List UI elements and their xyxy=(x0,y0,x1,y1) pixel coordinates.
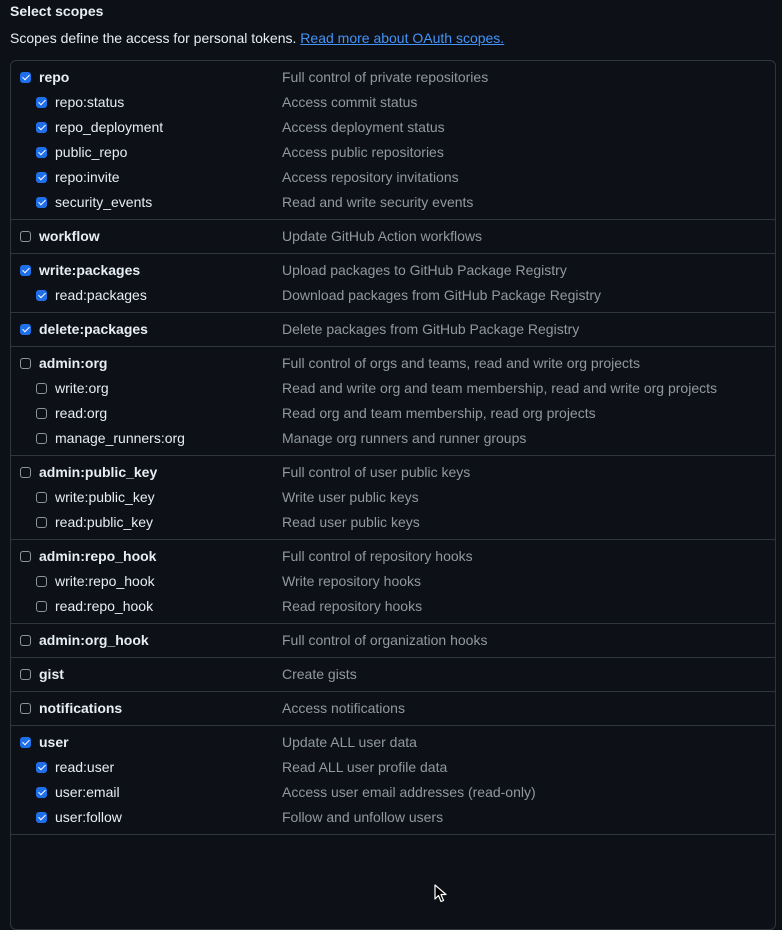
scope-description: Follow and unfollow users xyxy=(282,809,444,825)
scope-name[interactable]: notifications xyxy=(39,700,123,716)
scope-checkbox[interactable] xyxy=(20,551,31,562)
scope-group-5 xyxy=(11,456,775,540)
scope-description: Read and write security events xyxy=(282,194,474,210)
scope-group-4 xyxy=(11,347,775,456)
scope-name[interactable]: read:packages xyxy=(55,287,147,303)
scope-row xyxy=(11,730,775,755)
scope-description: Read user public keys xyxy=(282,514,420,530)
scope-checkbox[interactable] xyxy=(36,290,47,301)
scope-row xyxy=(11,544,775,569)
scope-description: Full control of private repositories xyxy=(282,69,489,85)
scope-checkbox[interactable] xyxy=(36,492,47,503)
scope-subrow xyxy=(11,510,775,535)
scope-subrow xyxy=(11,140,775,165)
scope-row xyxy=(11,696,775,721)
scope-name[interactable]: user xyxy=(39,734,69,750)
scope-checkbox[interactable] xyxy=(36,383,47,394)
scope-subrow xyxy=(11,190,775,215)
scope-name[interactable]: write:repo_hook xyxy=(55,573,155,589)
scope-name[interactable]: repo xyxy=(39,69,70,85)
scope-name[interactable]: admin:org_hook xyxy=(39,632,149,648)
scope-name[interactable]: user:email xyxy=(55,784,120,800)
scope-group-2 xyxy=(11,254,775,313)
description-text: Scopes define the access for personal tokens. xyxy=(10,30,297,46)
scope-checkbox[interactable] xyxy=(20,265,31,276)
scope-description: Read org and team membership, read org projects xyxy=(282,405,596,421)
scope-description: Full control of orgs and teams, read and write org projects xyxy=(282,355,640,371)
scope-name[interactable]: user:follow xyxy=(55,809,122,825)
scopes-list xyxy=(10,60,776,930)
scope-name[interactable]: admin:repo_hook xyxy=(39,548,157,564)
scope-description: Create gists xyxy=(282,666,357,682)
scope-description: Write user public keys xyxy=(282,489,419,505)
scope-name[interactable]: workflow xyxy=(39,228,100,244)
scope-name[interactable]: manage_runners:org xyxy=(55,430,185,446)
scope-subrow xyxy=(11,569,775,594)
scope-row xyxy=(11,317,775,342)
mouse-pointer-icon xyxy=(434,884,448,904)
scope-checkbox[interactable] xyxy=(36,197,47,208)
section-title: Select scopes xyxy=(10,3,104,19)
scope-description: Full control of user public keys xyxy=(282,464,471,480)
scope-checkbox[interactable] xyxy=(36,172,47,183)
scope-group-7 xyxy=(11,624,775,658)
scope-description: Access notifications xyxy=(282,700,405,716)
scope-row xyxy=(11,662,775,687)
scope-checkbox[interactable] xyxy=(20,358,31,369)
scope-row xyxy=(11,628,775,653)
scope-checkbox[interactable] xyxy=(20,231,31,242)
scope-subrow xyxy=(11,780,775,805)
scope-subrow xyxy=(11,376,775,401)
scope-subrow xyxy=(11,115,775,140)
scope-group-6 xyxy=(11,540,775,624)
scope-row xyxy=(11,258,775,283)
oauth-scopes-link[interactable]: Read more about OAuth scopes. xyxy=(300,30,505,46)
scope-row xyxy=(11,351,775,376)
scope-checkbox[interactable] xyxy=(20,72,31,83)
scope-subrow xyxy=(11,90,775,115)
scope-checkbox[interactable] xyxy=(20,324,31,335)
scope-description: Download packages from GitHub Package Registry xyxy=(282,287,602,303)
scope-checkbox[interactable] xyxy=(36,787,47,798)
scope-subrow xyxy=(11,426,775,451)
scope-name[interactable]: read:repo_hook xyxy=(55,598,154,614)
scope-checkbox[interactable] xyxy=(20,737,31,748)
scope-row xyxy=(11,460,775,485)
scope-group-10 xyxy=(11,726,775,835)
scope-name[interactable]: write:org xyxy=(55,380,109,396)
scope-subrow xyxy=(11,283,775,308)
scope-checkbox[interactable] xyxy=(36,408,47,419)
scope-group-8 xyxy=(11,658,775,692)
scope-name[interactable]: public_repo xyxy=(55,144,128,160)
scope-name[interactable]: read:user xyxy=(55,759,115,775)
scope-name[interactable]: write:public_key xyxy=(55,489,155,505)
scope-description: Manage org runners and runner groups xyxy=(282,430,527,446)
scope-subrow xyxy=(11,485,775,510)
scope-description: Read repository hooks xyxy=(282,598,423,614)
section-description xyxy=(10,30,504,46)
scope-name[interactable]: read:org xyxy=(55,405,108,421)
scope-subrow xyxy=(11,755,775,780)
scope-checkbox[interactable] xyxy=(36,601,47,612)
scope-description: Upload packages to GitHub Package Registry xyxy=(282,262,567,278)
scope-description: Access public repositories xyxy=(282,144,444,160)
scope-subrow xyxy=(11,401,775,426)
scope-checkbox[interactable] xyxy=(36,147,47,158)
scope-checkbox[interactable] xyxy=(20,635,31,646)
scope-checkbox[interactable] xyxy=(36,122,47,133)
scope-description: Access repository invitations xyxy=(282,169,459,185)
scope-description: Full control of repository hooks xyxy=(282,548,473,564)
scope-group-1 xyxy=(11,220,775,254)
scope-description: Write repository hooks xyxy=(282,573,422,589)
scope-subrow xyxy=(11,594,775,619)
scope-group-0 xyxy=(11,61,775,220)
scope-checkbox[interactable] xyxy=(20,467,31,478)
scope-group-9 xyxy=(11,692,775,726)
scope-name[interactable]: repo:invite xyxy=(55,169,120,185)
scope-description: Access commit status xyxy=(282,94,418,110)
scope-name[interactable]: admin:org xyxy=(39,355,108,371)
scope-checkbox[interactable] xyxy=(20,669,31,680)
scope-name[interactable]: repo_deployment xyxy=(55,119,164,135)
scope-checkbox[interactable] xyxy=(20,703,31,714)
scope-description: Update GitHub Action workflows xyxy=(282,228,482,244)
scope-checkbox[interactable] xyxy=(36,517,47,528)
scope-name[interactable]: gist xyxy=(39,666,64,682)
scope-checkbox[interactable] xyxy=(36,433,47,444)
scope-name[interactable]: delete:packages xyxy=(39,321,148,337)
scope-subrow xyxy=(11,805,775,830)
scope-description: Access user email addresses (read-only) xyxy=(282,784,536,800)
scope-checkbox[interactable] xyxy=(36,762,47,773)
scope-name[interactable]: admin:public_key xyxy=(39,464,158,480)
scope-name[interactable]: repo:status xyxy=(55,94,125,110)
scope-checkbox[interactable] xyxy=(36,576,47,587)
scope-checkbox[interactable] xyxy=(36,97,47,108)
scope-description: Full control of organization hooks xyxy=(282,632,488,648)
scope-description: Read ALL user profile data xyxy=(282,759,448,775)
scope-group-3 xyxy=(11,313,775,347)
scope-row xyxy=(11,65,775,90)
scope-description: Delete packages from GitHub Package Registry xyxy=(282,321,580,337)
scope-name[interactable]: write:packages xyxy=(39,262,141,278)
scope-description: Read and write org and team membership, read and write org projects xyxy=(282,380,717,396)
scope-row xyxy=(11,224,775,249)
scope-subrow xyxy=(11,165,775,190)
scope-description: Access deployment status xyxy=(282,119,445,135)
scope-name[interactable]: read:public_key xyxy=(55,514,154,530)
scope-name[interactable]: security_events xyxy=(55,194,153,210)
scope-checkbox[interactable] xyxy=(36,812,47,823)
scope-description: Update ALL user data xyxy=(282,734,417,750)
